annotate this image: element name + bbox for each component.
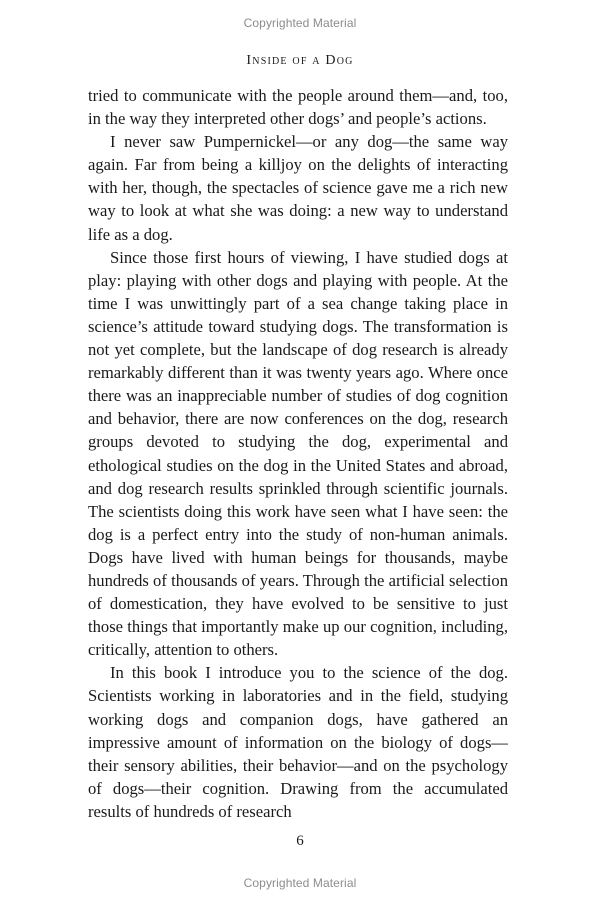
copyright-watermark-top: Copyrighted Material (243, 16, 357, 30)
body-text (88, 84, 508, 823)
running-head-title: Inside of a Dog (246, 53, 354, 68)
paragraph: In this book I introduce you to the science of the dog. Scientists working in laboratories and in the field, studying working dogs and companion dogs, have gathered an impressive amount of information on the biology of dogs—their sensory abilities, their behavior—and on the psychology of dogs—their cognition. Drawing from the accumulated results of hundreds of research (88, 663, 508, 821)
page-number: 6 (296, 833, 304, 849)
paragraph: Since those first hours of viewing, I have studied dogs at play: playing with other dogs and playing with people. At the time I was unwittingly part of a sea change taking place in science’s attitude toward studying dogs. The transformation is not yet complete, but the landscape of dog research is already remarkably different than it was twenty years ago. Where once there was an inappreciable number of studies of dog cognition and behavior, there are now conferences on the dog, research groups devoted to studying the dog, experimental and ethological studies on the dog in the United States and abroad, and dog research results sprinkled through scientific journals. The scientists doing this work have seen what I have seen: the dog is a perfect entry into the study of non-human animals. Dogs have lived with human beings for thousands, maybe hundreds of thousands of years. Through the artificial selection of domestication, they have evolved to be sensitive to just those things that importantly make up our cognition, including, critically, attention to others. (88, 247, 508, 660)
paragraph-continued: tried to communicate with the people around them—and, too, in the way they interpreted other dogs’ and people’s actions. (88, 86, 508, 129)
copyright-watermark-bottom: Copyrighted Material (243, 876, 357, 890)
paragraph: I never saw Pumpernickel—or any dog—the same way again. Far from being a killjoy on the delights of interacting with her, though, the spectacles of science gave me a rich new way to look at what she was doing: a new way to understand life as a dog. (88, 132, 508, 244)
